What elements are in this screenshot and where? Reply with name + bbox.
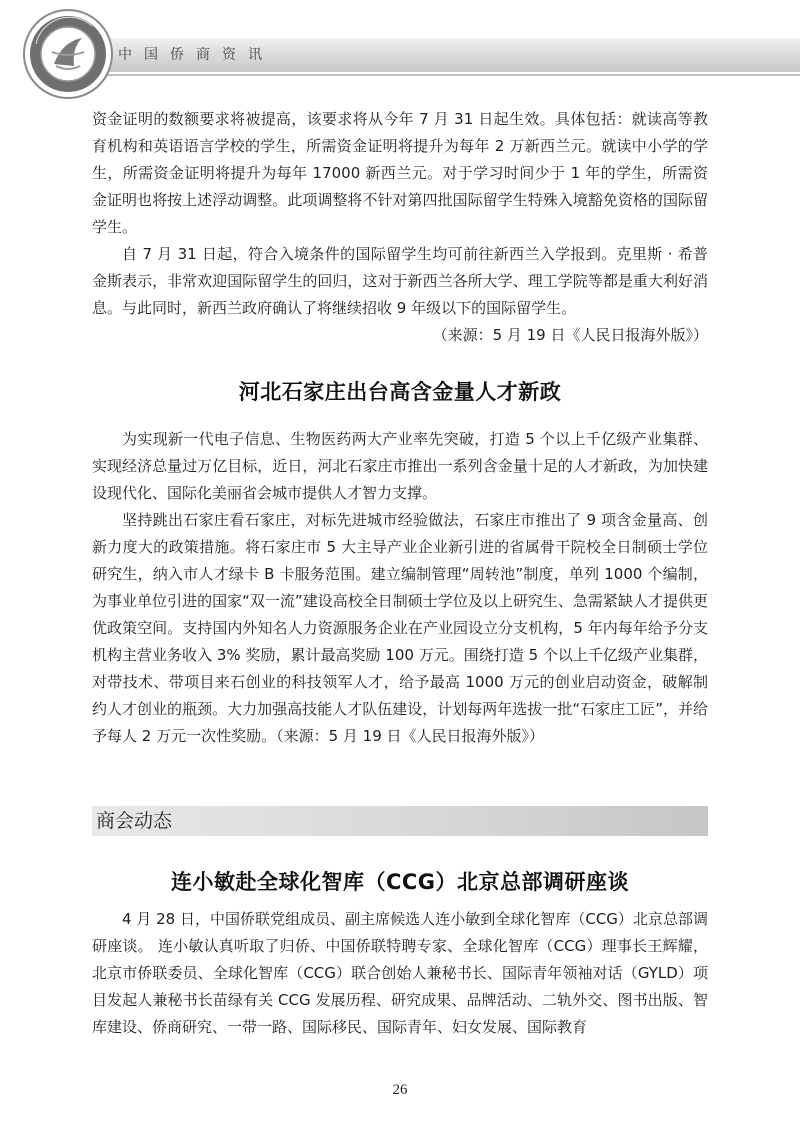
paragraph: 资金证明的数额要求将被提高，该要求将从今年 7 月 31 日起生效。具体包括：就读高等教育机构和英语语言学校的学生，所需资金证明将提升为每年 2 万新西兰元。就读中小学的学生，所需资金证明将提升为每年 17000 新西兰元。对于学习时间少于 1 年的学生，所需资金证明也将按上述浮动调整。此项调整将不针对第四批国际留学生特殊入境豁免资格的国际留学生。 xyxy=(92,110,708,236)
article-title: 连小敏赴全球化智库（CCG）北京总部调研座谈 xyxy=(170,870,630,894)
header-title: 中国侨商资讯 xyxy=(118,47,274,63)
header-divider xyxy=(70,74,800,76)
organization-logo xyxy=(22,8,114,100)
article-body xyxy=(92,906,708,1041)
section-label: 商会动态 xyxy=(96,810,173,832)
section-header-bar xyxy=(92,806,708,836)
page-number: 26 xyxy=(392,1082,408,1098)
paragraph: 4 月 28 日，中国侨联党组成员、副主席候选人连小敏到全球化智库（CCG）北京总部调研座谈。 连小敏认真听取了归侨、中国侨联特聘专家、全球化智库（CCG）理事长王辉耀，北京市侨联委员、全球化智库（CCG）联合创始人兼秘书长、国际青年领袖对话（GYLD）项目发起人兼秘书长苗绿有关 CCG 发展历程、研究成果、品牌活动、二轨外交、图书出版、智库建设、侨商研究、一带一路、国际移民、国际青年、妇女发展、国际教育 xyxy=(92,910,708,1036)
article-body xyxy=(92,426,708,750)
paragraph: 坚持跳出石家庄看石家庄，对标先进城市经验做法，石家庄市推出了 9 项含金量高、创新力度大的政策措施。将石家庄市 5 大主导产业企业新引进的省属骨干院校全日制硕士学位研究生，纳入市人才绿卡 B 卡服务范围。建立编制管理“周转池”制度，单列 1000 个编制，为事业单位引进的国家“双一流”建设高校全日制硕士学位及以上研究生、急需紧缺人才提供更优政策空间。支持国内外知名人力资源服务企业在产业园设立分支机构，5 年内每年给予分支机构主营业务收入 3% 奖励，累计最高奖励 100 万元。围绕打造 5 个以上千亿级产业集群，对带技术、带项目来石创业的科技领军人才，给予最高 1000 万元的创业启动资金，破解制约人才创业的瓶颈。大力加强高技能人才队伍建设，计划每两年选拔一批“石家庄工匠”，并给予每人 2 万元一次性奖励。（来源：5 月 19 日《人民日报海外版》） xyxy=(92,511,708,745)
article-continuation xyxy=(92,106,708,349)
article-title: 河北石家庄出台高含金量人才新政 xyxy=(238,380,562,404)
paragraph: 为实现新一代电子信息、生物医药两大产业率先突破，打造 5 个以上千亿级产业集群、实现经济总量过万亿目标，近日，河北石家庄市推出一系列含金量十足的人才新政，为加快建设现代化、国际化美丽省会城市提供人才智力支撑。 xyxy=(92,430,708,502)
paragraph: 自 7 月 31 日起，符合入境条件的国际留学生均可前往新西兰入学报到。克里斯 · 希普金斯表示，非常欢迎国际留学生的回归，这对于新西兰各所大学、理工学院等都是重大利好消息。与此同时，新西兰政府确认了将继续招收 9 年级以下的国际留学生。 xyxy=(92,245,708,317)
source-citation: （来源：5 月 19 日《人民日报海外版》） xyxy=(432,326,708,344)
